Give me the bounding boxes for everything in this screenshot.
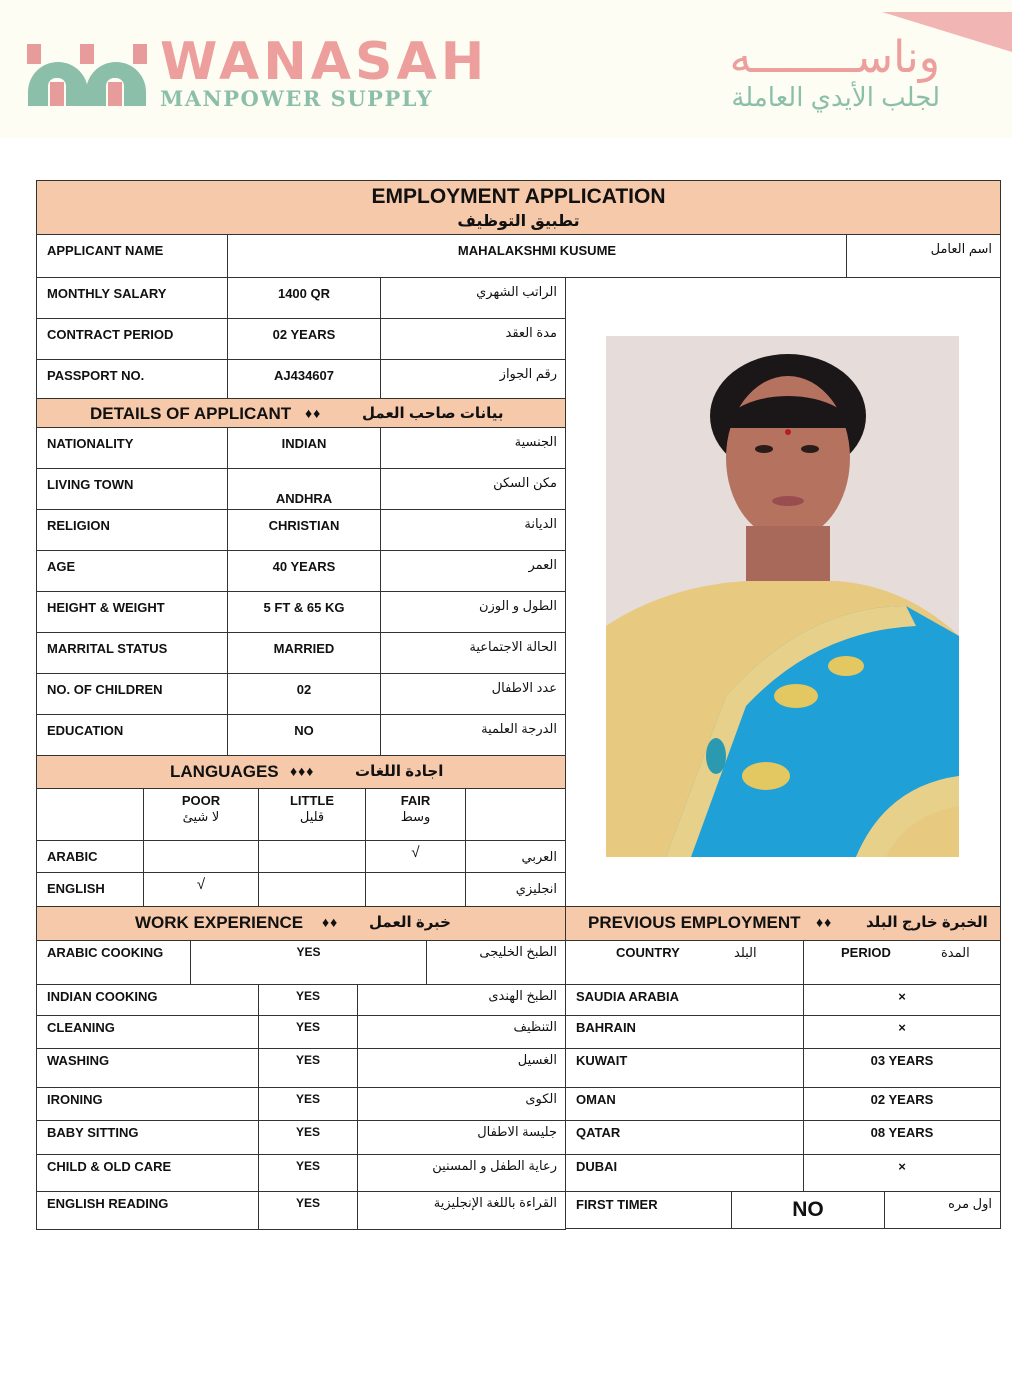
language-arabic-little <box>258 840 366 873</box>
work-experience-section-header <box>36 906 566 941</box>
level-fair-label-arabic: وسط <box>400 809 431 824</box>
work-label-arabic: التنظيف <box>357 1015 566 1049</box>
previous-employment-section-title: PREVIOUS EMPLOYMENT <box>588 913 801 932</box>
work-label-arabic: القراءة باللغة الإنجليزية <box>357 1191 566 1230</box>
work-experience-diamond-icon: ♦♦ <box>322 914 339 930</box>
period-cell: 08 YEARS <box>803 1120 1001 1155</box>
detail-label-arabic: عدد الاطفال <box>380 673 566 715</box>
first-timer-value: NO <box>731 1191 885 1229</box>
previous-employment-diamond-icon: ♦♦ <box>816 914 833 930</box>
monthly-salary-value: 1400 QR <box>227 277 381 319</box>
brand-subtitle: MANPOWER SUPPLY <box>160 86 434 111</box>
contract-period-label-arabic: مدة العقد <box>380 318 566 360</box>
monthly-salary-label: MONTHLY SALARY <box>36 277 228 319</box>
work-label-arabic: الطبخ الخليجى <box>426 940 566 985</box>
work-experience-section-title-arabic: خبرة العمل <box>369 914 451 931</box>
detail-value: ANDHRA <box>227 468 381 510</box>
level-poor-label-arabic: لا شيئ <box>182 809 220 824</box>
form-title-header <box>36 180 1001 235</box>
detail-label: NATIONALITY <box>36 427 228 469</box>
languages-section-title: LANGUAGES <box>170 762 279 781</box>
language-arabic-poor <box>143 840 259 873</box>
period-cell: × <box>803 984 1001 1016</box>
detail-label-arabic: مكن السكن <box>380 468 566 510</box>
applicant-portrait-icon <box>606 336 959 857</box>
brand-name-arabic: وناســــــــه <box>729 33 940 82</box>
period-header-label-arabic: المدة <box>941 945 970 960</box>
language-english-label-arabic: انجليزي <box>465 872 566 907</box>
work-label-arabic: جليسة الاطفال <box>357 1120 566 1155</box>
language-english-poor: √ <box>143 872 259 907</box>
level-little-header <box>258 788 366 841</box>
brand-subtitle-arabic: لجلب الأيدي العاملة <box>731 82 940 112</box>
form-title: EMPLOYMENT APPLICATION <box>371 185 666 208</box>
detail-value: 5 FT & 65 KG <box>227 591 381 633</box>
detail-value: INDIAN <box>227 427 381 469</box>
work-value: YES <box>258 1015 358 1049</box>
detail-label-arabic: الجنسية <box>380 427 566 469</box>
work-value: YES <box>258 1048 358 1088</box>
work-value: YES <box>258 1154 358 1192</box>
country-cell: DUBAI <box>565 1154 804 1192</box>
languages-corner-cell <box>36 788 144 841</box>
languages-diamond-icon: ♦♦♦ <box>290 763 315 779</box>
language-english-label: ENGLISH <box>36 872 144 907</box>
monthly-salary-label-arabic: الراتب الشهري <box>380 277 566 319</box>
contract-period-value: 02 YEARS <box>227 318 381 360</box>
period-cell: × <box>803 1154 1001 1192</box>
applicant-name-label-arabic: اسم العامل <box>846 234 1001 278</box>
detail-value: NO <box>227 714 381 757</box>
work-label: CLEANING <box>36 1015 259 1049</box>
details-section-header <box>36 398 566 428</box>
work-label: ARABIC COOKING <box>36 940 191 985</box>
work-value: YES <box>258 1087 358 1121</box>
previous-employment-section-header <box>565 906 1001 941</box>
languages-section-title-arabic: اجادة اللغات <box>355 763 444 780</box>
applicant-name-label: APPLICANT NAME <box>36 234 228 278</box>
language-arabic-label: ARABIC <box>36 840 144 873</box>
level-poor-label: POOR <box>181 793 221 808</box>
detail-label-arabic: العمر <box>380 550 566 592</box>
applicant-name-value: MAHALAKSHMI KUSUME <box>227 234 847 278</box>
detail-value: MARRIED <box>227 632 381 674</box>
passport-label-arabic: رقم الجواز <box>380 359 566 399</box>
detail-label: AGE <box>36 550 228 592</box>
level-fair-header <box>365 788 466 841</box>
detail-label: EDUCATION <box>36 714 228 757</box>
country-cell: OMAN <box>565 1087 804 1121</box>
work-label: ENGLISH READING <box>36 1191 259 1230</box>
detail-label-arabic: الدرجة العلمية <box>380 714 566 757</box>
language-english-little <box>258 872 366 907</box>
languages-corner-cell-right <box>465 788 566 841</box>
period-cell: × <box>803 1015 1001 1049</box>
country-header-label-arabic: البلد <box>734 945 757 960</box>
work-label: BABY SITTING <box>36 1120 259 1155</box>
work-label: INDIAN COOKING <box>36 984 259 1016</box>
country-cell: SAUDIA ARABIA <box>565 984 804 1016</box>
level-poor-header <box>143 788 259 841</box>
level-little-label: LITTLE <box>289 793 335 808</box>
detail-label-arabic: الطول و الوزن <box>380 591 566 633</box>
first-timer-label-arabic: اول مره <box>884 1191 1001 1229</box>
languages-section-header <box>36 755 566 789</box>
period-column-header <box>803 940 1001 985</box>
language-english-fair <box>365 872 466 907</box>
period-cell: 03 YEARS <box>803 1048 1001 1088</box>
country-header-label: COUNTRY <box>616 945 680 960</box>
details-diamond-icon: ♦♦ <box>305 405 322 421</box>
language-arabic-fair: √ <box>365 840 466 873</box>
details-section-title-arabic: بيانات صاحب العمل <box>362 405 504 422</box>
form-title-arabic: تطبيق التوظيف <box>457 213 580 230</box>
first-timer-label: FIRST TIMER <box>565 1191 732 1229</box>
detail-label: LIVING TOWN <box>36 468 228 510</box>
company-banner <box>0 0 1012 138</box>
work-value: YES <box>258 1191 358 1230</box>
contract-period-label: CONTRACT PERIOD <box>36 318 228 360</box>
passport-label: PASSPORT NO. <box>36 359 228 399</box>
level-little-label-arabic: قليل <box>299 809 325 824</box>
country-cell: BAHRAIN <box>565 1015 804 1049</box>
passport-value: AJ434607 <box>227 359 381 399</box>
detail-label: MARRITAL STATUS <box>36 632 228 674</box>
work-label-arabic: رعاية الطفل و المسنين <box>357 1154 566 1192</box>
work-value: YES <box>190 940 427 985</box>
detail-label: RELIGION <box>36 509 228 551</box>
detail-label: NO. OF CHILDREN <box>36 673 228 715</box>
period-cell: 02 YEARS <box>803 1087 1001 1121</box>
country-cell: QATAR <box>565 1120 804 1155</box>
work-value: YES <box>258 984 358 1016</box>
level-fair-label: FAIR <box>400 793 431 808</box>
work-label-arabic: الكوى <box>357 1087 566 1121</box>
detail-value: 02 <box>227 673 381 715</box>
work-label-arabic: الطبخ الهندى <box>357 984 566 1016</box>
work-label: WASHING <box>36 1048 259 1088</box>
brand-name: WANASAH <box>160 32 489 92</box>
detail-value: 40 YEARS <box>227 550 381 592</box>
detail-label-arabic: الحالة الاجتماعية <box>380 632 566 674</box>
country-cell: KUWAIT <box>565 1048 804 1088</box>
applicant-photo <box>606 336 959 857</box>
previous-employment-section-title-arabic: الخبرة خارج البلد <box>866 914 988 931</box>
work-value: YES <box>258 1120 358 1155</box>
work-label-arabic: الغسيل <box>357 1048 566 1088</box>
detail-value: CHRISTIAN <box>227 509 381 551</box>
work-experience-section-title: WORK EXPERIENCE <box>135 913 304 932</box>
work-label: IRONING <box>36 1087 259 1121</box>
detail-label-arabic: الديانة <box>380 509 566 551</box>
period-header-label: PERIOD <box>841 945 891 960</box>
details-section-title: DETAILS OF APPLICANT <box>90 404 292 423</box>
detail-label: HEIGHT & WEIGHT <box>36 591 228 633</box>
language-arabic-label-arabic: العربي <box>465 840 566 873</box>
work-label: CHILD & OLD CARE <box>36 1154 259 1192</box>
country-column-header <box>565 940 804 985</box>
